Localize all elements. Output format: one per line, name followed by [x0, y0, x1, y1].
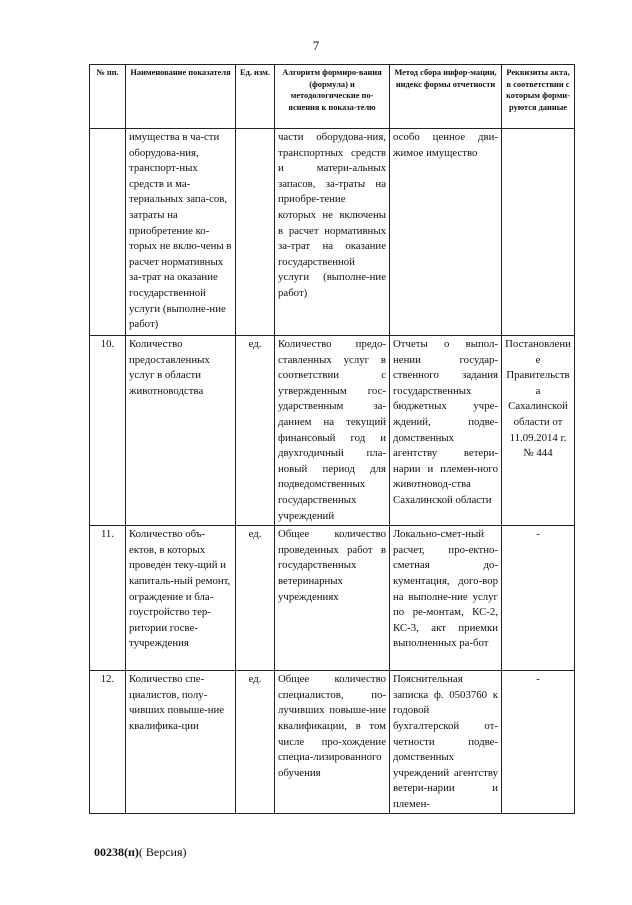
document-code: 00238(п) [94, 845, 139, 859]
indicator-algorithm: Общее количество проведенных работ в государственных ветеринарных учреждениях [275, 526, 390, 671]
indicator-name: Количество спе-циалистов, полу-чивших повыше-ние квалифика-ции [126, 671, 236, 814]
indicator-requisites: - [502, 671, 575, 814]
table-row [90, 336, 575, 526]
header-name: Наименование показателя [126, 65, 236, 129]
indicator-requisites: Постановление Правительства Сахалинской области от 11.09.2014 г. № 444 [502, 336, 575, 526]
indicator-algorithm: части оборудова-ния, транспортных средств и матери-альных запасов, за-траты на приобре-тение которых не включены в расчет нормативных за-трат на оказание государственной услуги (выполне-ние работ) [275, 129, 390, 336]
table-row [90, 129, 575, 336]
indicator-unit: ед. [236, 526, 275, 671]
document-version: ( Версия) [138, 845, 187, 859]
indicator-method: Пояснительная записка ф. 0503760 к годовой бухгалтерской от-четности подве-домственных учреждений агентству ветери-нарии и племен- [390, 671, 502, 814]
table-row [90, 526, 575, 671]
indicator-unit: ед. [236, 671, 275, 814]
indicator-unit [236, 129, 275, 336]
indicator-algorithm: Общее количество специалистов, по-лучивших повыше-ние квалификации, в том числе про-хождение специа-лизированного обучения [275, 671, 390, 814]
row-number [90, 129, 126, 336]
indicator-requisites [502, 129, 575, 336]
header-no: № пп. [90, 65, 126, 129]
table-row [90, 671, 575, 814]
header-method: Метод сбора инфор-мации, индекс формы отчетности [390, 65, 502, 129]
row-number: 10. [90, 336, 126, 526]
indicator-name: имущества в ча-сти оборудова-ния, транспорт-ных средств и ма-териальных запа-сов, затраты на приобретение ко-торых не вклю-чены в расчет нормативных за-трат на оказание государственной услуги (выполне-ние работ) [126, 129, 236, 336]
indicator-algorithm: Количество предо-ставленных услуг в соответствии с утвержденным гос-ударственным за-данием на текущий финансовый год и двухгодичный пла-новый период для подведомственных государственных учреждений [275, 336, 390, 526]
document-footer [94, 845, 187, 860]
header-requisites: Реквизиты акта, в соответствии с которым форми-руются данные [502, 65, 575, 129]
indicator-method: Отчеты о выпол-нении государ-ственного задания государственных бюджетных учре-ждений, подве-домственных агентству ветери-нарии и племен-ного животновод-ства Сахалинской области [390, 336, 502, 526]
indicator-unit: ед. [236, 336, 275, 526]
indicator-name: Количество объ-ектов, в которых проведен теку-щий и капиталь-ный ремонт, ограждение и бла-гоустройство тер-ритории госве-тучреждения [126, 526, 236, 671]
header-unit: Ед. изм. [236, 65, 275, 129]
indicator-requisites: - [502, 526, 575, 671]
indicators-table [89, 64, 575, 814]
row-number: 12. [90, 671, 126, 814]
header-algorithm: Алгоритм формиро-вания (формула) и методологические по-яснения к показа-телю [275, 65, 390, 129]
page-number: 7 [312, 38, 320, 53]
indicator-method: Локально-смет-ный расчет, про-ектно-сметная до-кументация, дого-вор на выполне-ние услуг по ре-монтам, КС-2, КС-3, акт приемки выполненных ра-бот [390, 526, 502, 671]
table-header-row [90, 65, 575, 129]
indicator-name: Количество предоставленных услуг в области животноводства [126, 336, 236, 526]
indicator-method: особо ценное дви-жимое имущество [390, 129, 502, 336]
row-number: 11. [90, 526, 126, 671]
